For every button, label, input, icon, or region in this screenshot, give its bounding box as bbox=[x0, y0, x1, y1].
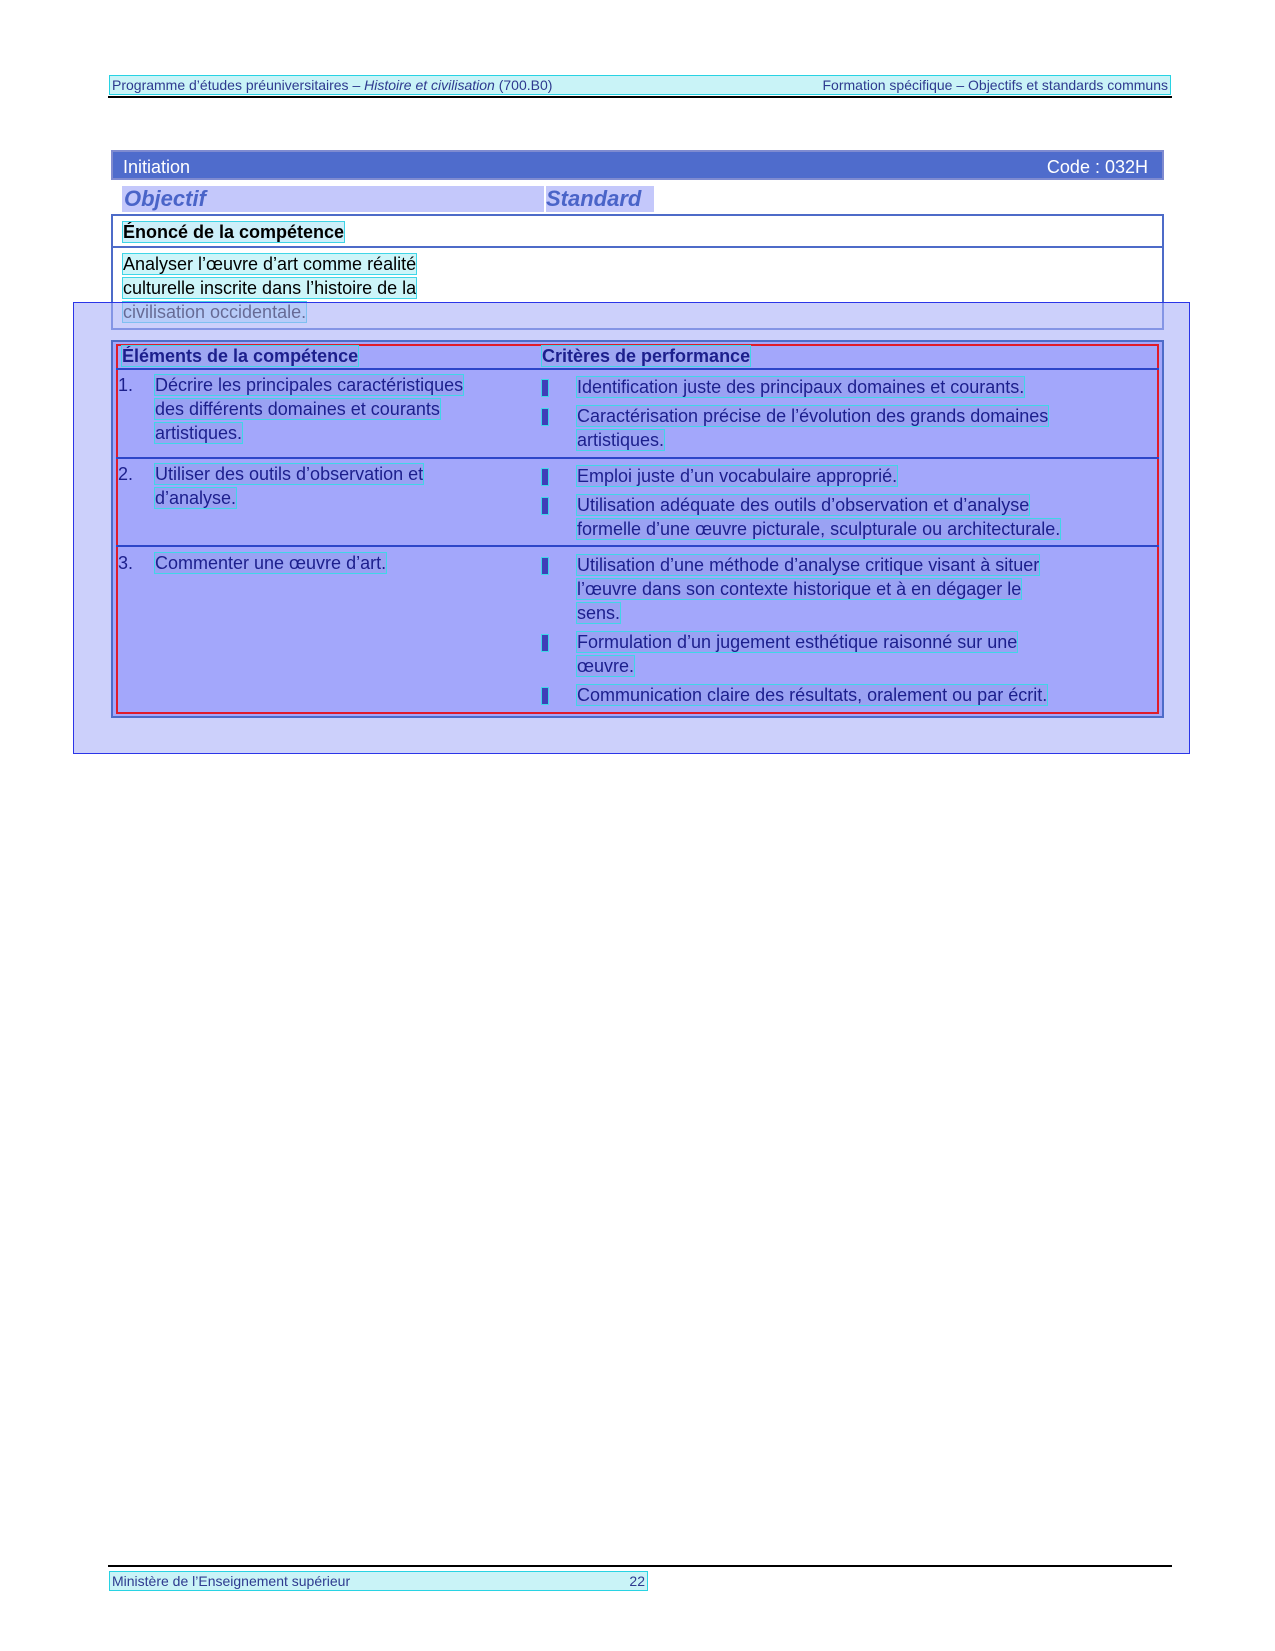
header-divider bbox=[108, 96, 1172, 98]
table-header-divider bbox=[116, 368, 1159, 370]
bullet-icon bbox=[542, 688, 548, 704]
header-program: Programme d’études préuniversitaires – Histoire et civilisation (700.B0) bbox=[112, 77, 553, 93]
bullet-icon bbox=[542, 469, 548, 485]
row-divider bbox=[116, 545, 1159, 547]
criterion-text: Communication claire des résultats, oralement ou par écrit. bbox=[577, 685, 1048, 705]
bullet-icon bbox=[542, 635, 548, 651]
statement-line: Analyser l’œuvre d’art comme réalité bbox=[123, 254, 417, 274]
element-number: 3. bbox=[118, 553, 134, 573]
page-header bbox=[110, 76, 1170, 94]
statement-line: culturelle inscrite dans l’histoire de la bbox=[123, 278, 417, 298]
objective-heading: Objectif bbox=[122, 186, 544, 212]
element-number: 1. bbox=[118, 375, 134, 395]
bullet-icon bbox=[542, 380, 548, 396]
criterion-text: Utilisation adéquate des outils d’observation et d’analyse formelle d’une œuvre picturale, sculpturale ou architecturale. bbox=[577, 495, 1061, 539]
element-text: Commenter une œuvre d’art. bbox=[155, 553, 387, 573]
criterion-text: Caractérisation précise de l’évolution des grands domaines artistiques. bbox=[577, 406, 1049, 450]
standard-heading: Standard bbox=[546, 186, 654, 212]
criterion-text: Formulation d’un jugement esthétique raisonné sur une œuvre. bbox=[577, 632, 1018, 676]
bullet-icon bbox=[542, 498, 548, 514]
element-text: Utiliser des outils d’observation et d’analyse. bbox=[155, 464, 424, 508]
competency-statement-heading: Énoncé de la compétence bbox=[123, 222, 345, 242]
page-number: 22 bbox=[629, 1573, 645, 1589]
competency-title-bar bbox=[111, 150, 1164, 180]
column-header-criteria: Critères de performance bbox=[542, 346, 751, 366]
criterion-text: Emploi juste d’un vocabulaire approprié. bbox=[577, 466, 898, 486]
criterion-text: Identification juste des principaux domaines et courants. bbox=[577, 377, 1025, 397]
bullet-icon bbox=[542, 558, 548, 574]
footer-ministry: Ministère de l’Enseignement supérieur bbox=[112, 1573, 351, 1589]
column-header-elements: Éléments de la compétence bbox=[122, 346, 359, 366]
page-footer bbox=[110, 1572, 647, 1590]
footer-divider bbox=[108, 1565, 1172, 1567]
row-divider bbox=[116, 457, 1159, 459]
header-section: Formation spécifique – Objectifs et standards communs bbox=[822, 77, 1168, 93]
element-number: 2. bbox=[118, 464, 134, 484]
element-text: Décrire les principales caractéristiques des différents domaines et courants artistiques. bbox=[155, 375, 464, 443]
competency-statement-header bbox=[113, 216, 1162, 248]
competency-code: Code : 032H bbox=[1046, 157, 1148, 177]
bullet-icon bbox=[542, 409, 548, 425]
competency-name: Initiation bbox=[123, 157, 191, 177]
criterion-text: Utilisation d’une méthode d’analyse critique visant à situer l’œuvre dans son contexte historique et à en dégager le sens. bbox=[577, 555, 1040, 623]
